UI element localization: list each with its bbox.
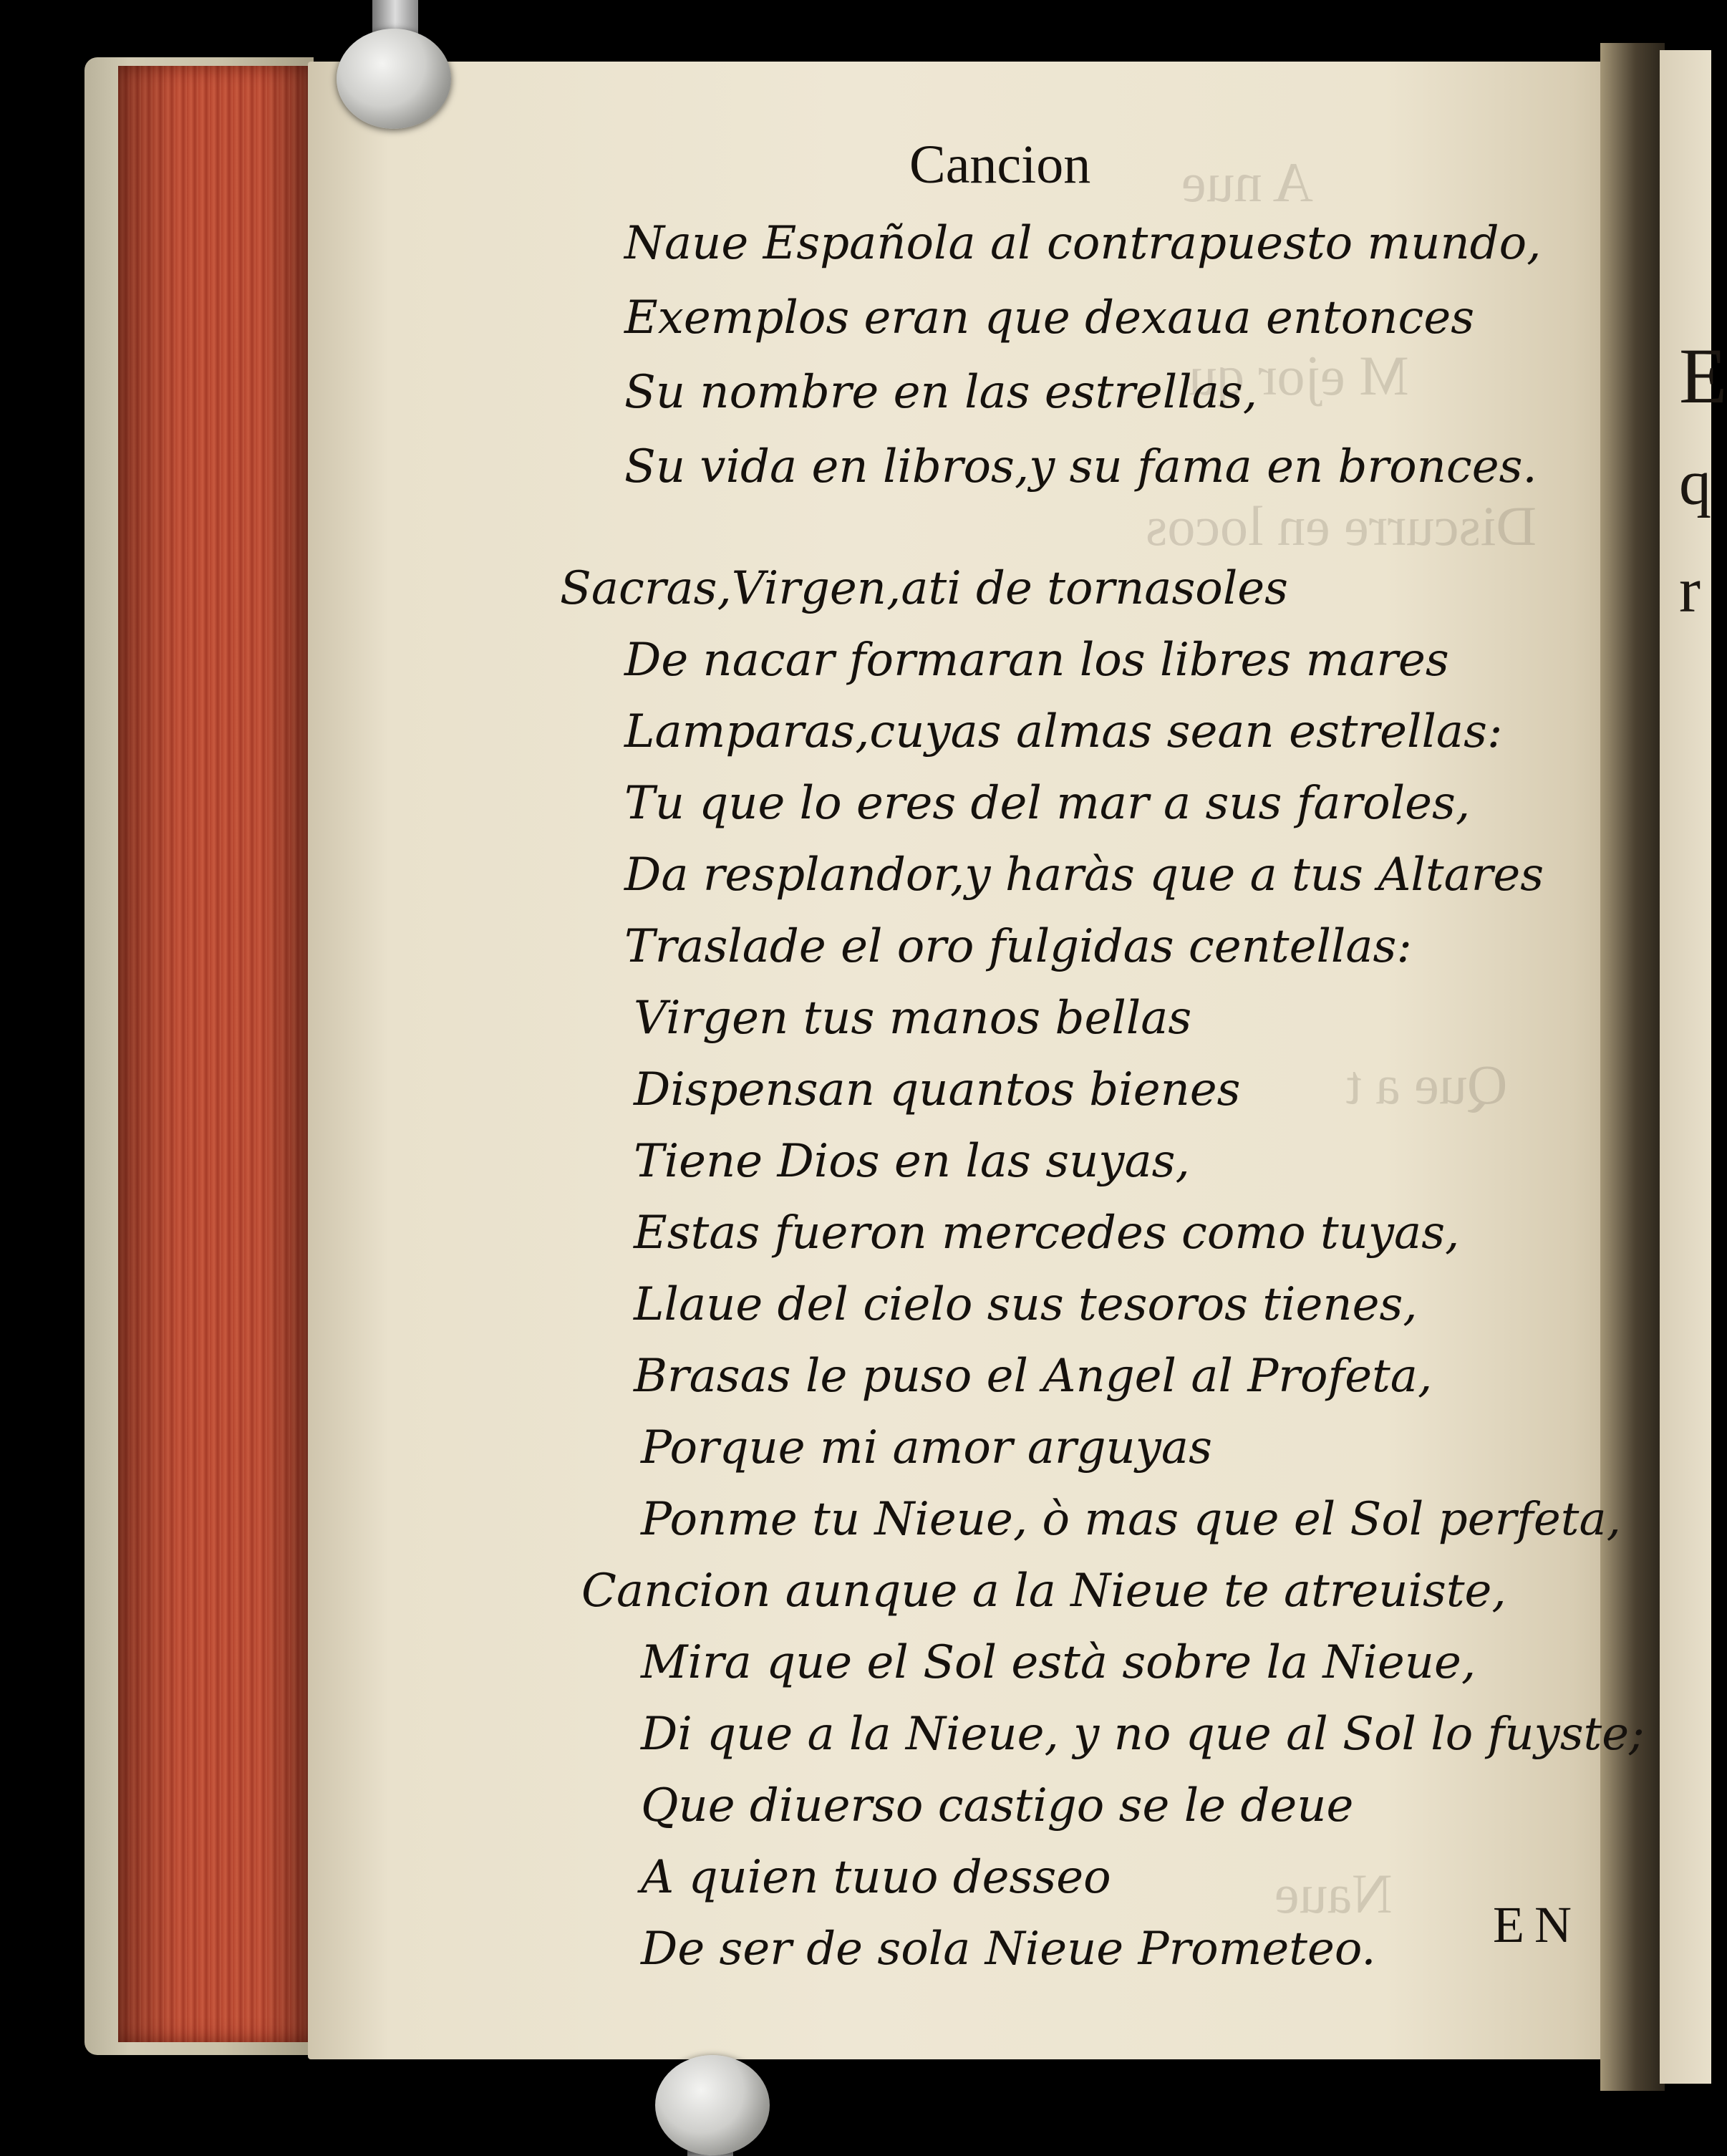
verse-line: A quien tuuo desseo bbox=[641, 1851, 1111, 1904]
verse-line: Brasas le puso el Angel al Profeta, bbox=[634, 1350, 1433, 1403]
running-header-text: Cancion bbox=[909, 135, 1091, 195]
verse-line: Tiene Dios en las suyas, bbox=[634, 1135, 1190, 1188]
page-clip-bottom bbox=[655, 2055, 770, 2155]
verse-line: Su vida en libros,y su fama en bronces. bbox=[624, 440, 1537, 493]
verse-line: Su nombre en las estrellas, bbox=[624, 366, 1258, 419]
verse-line: Cancion aunque a la Nieue te atreuiste, bbox=[581, 1565, 1506, 1618]
verse-line: Lamparas,cuyas almas sean estrellas: bbox=[624, 705, 1503, 758]
verse-line: Tu que lo eres del mar a sus faroles, bbox=[624, 777, 1471, 830]
show-through-text: A nue bbox=[1181, 151, 1314, 213]
facing-page-letter: q bbox=[1679, 448, 1711, 518]
verse-line: De ser de sola Nieue Prometeo. bbox=[641, 1923, 1376, 1976]
verse-line: De nacar formaran los libres mares bbox=[624, 634, 1449, 687]
verse-line: Naue Española al contrapuesto mundo, bbox=[624, 217, 1542, 270]
verse-line: Ponme tu Nieue, ò mas que el Sol perfeta, bbox=[641, 1493, 1621, 1546]
verse-line: Que diuerso castigo se le deue bbox=[641, 1779, 1354, 1832]
red-page-edges bbox=[118, 66, 311, 2042]
facing-page-letter: E bbox=[1679, 332, 1727, 420]
verse-line: Traslade el oro fulgidas centellas: bbox=[624, 920, 1412, 973]
show-through-text: Discurre en locos bbox=[1146, 495, 1537, 557]
verse-line: Da resplandor,y haràs que a tus Altares bbox=[624, 849, 1544, 901]
verse-line: Exemplos eran que dexaua entonces bbox=[624, 291, 1475, 344]
verse-line: Porque mi amor arguyas bbox=[641, 1421, 1212, 1474]
show-through-text: Naue bbox=[1274, 1862, 1393, 1925]
facing-page-letter: r bbox=[1679, 555, 1701, 626]
verse-line: Dispensan quantos bienes bbox=[634, 1063, 1241, 1116]
verse-line: Llaue del cielo sus tesoros tienes, bbox=[634, 1278, 1418, 1331]
page-clip-top bbox=[337, 29, 451, 129]
verse-line: Virgen tus manos bellas bbox=[634, 992, 1192, 1045]
verse-line: Mira que el Sol està sobre la Nieue, bbox=[641, 1636, 1476, 1689]
spine-gutter bbox=[1600, 43, 1665, 2091]
verse-line: Sacras,Virgen,ati de tornasoles bbox=[560, 562, 1288, 615]
verse-line: Estas fueron mercedes como tuyas, bbox=[634, 1207, 1460, 1260]
show-through-text: Que a t bbox=[1346, 1053, 1508, 1116]
show-through-text: M ejor qu bbox=[1189, 344, 1409, 407]
catchword: EN bbox=[1493, 1896, 1582, 1953]
verse-line: Di que a la Nieue, y no que al Sol lo fuyste; bbox=[641, 1708, 1645, 1761]
